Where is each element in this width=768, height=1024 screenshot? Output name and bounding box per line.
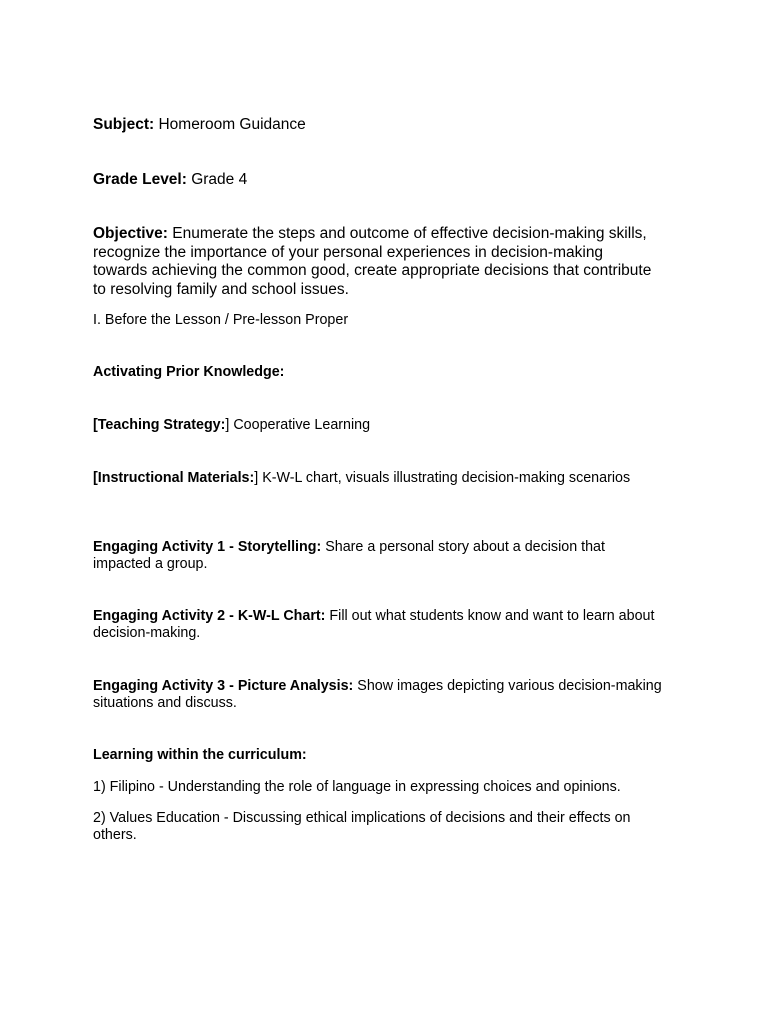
objective-text: Enumerate the steps and outcome of effective decision-making skills, recognize the importance of your personal experiences in decision-making towards achieving the common good, create appropriate decisions that contribute to resolving family and school issues. (93, 225, 652, 298)
subject-line (93, 116, 673, 135)
subject-value: Homeroom Guidance (154, 116, 306, 133)
engaging-activity-1-label: Engaging Activity 1 - Storytelling: (93, 539, 322, 555)
engaging-activity-3 (93, 678, 668, 713)
objective-label: Objective: (93, 225, 168, 242)
teaching-strategy-value: ] Cooperative Learning (225, 417, 371, 433)
engaging-activity-2-label: Engaging Activity 2 - K-W-L Chart: (93, 608, 326, 624)
curriculum-heading (93, 747, 673, 764)
grade-level-label: Grade Level: (93, 171, 187, 188)
curriculum-heading-label: Learning within the curriculum: (93, 747, 307, 763)
instructional-materials-label: [Instructional Materials: (93, 470, 255, 486)
curriculum-item-2: 2) Values Education - Discussing ethical implications of decisions and their effects on others. (93, 810, 631, 844)
engaging-activity-2 (93, 608, 673, 643)
teaching-strategy-line (93, 417, 673, 434)
engaging-activity-2-text: Fill out what students know and want to learn about decision-making. (93, 608, 655, 642)
curriculum-item-1: 1) Filipino - Understanding the role of language in expressing choices and opinions. (93, 779, 621, 795)
objective-paragraph (93, 225, 658, 299)
activating-prior-knowledge-label: Activating Prior Knowledge: (93, 364, 285, 380)
subject-label: Subject: (93, 116, 155, 133)
engaging-activity-3-label: Engaging Activity 3 - Picture Analysis: (93, 678, 354, 694)
instructional-materials-value: ] K-W-L chart, visuals illustrating decision-making scenarios (254, 470, 631, 486)
grade-level-line (93, 171, 673, 190)
engaging-activity-1-text: Share a personal story about a decision that impacted a group. (93, 539, 605, 573)
section-heading: I. Before the Lesson / Pre-lesson Proper (93, 312, 349, 328)
grade-level-value: Grade 4 (186, 171, 248, 188)
instructional-materials-paragraph (93, 470, 633, 487)
engaging-activity-1 (93, 539, 663, 574)
engaging-activity-3-text: Show images depicting various decision-making situations and discuss. (93, 678, 662, 712)
teaching-strategy-label: [Teaching Strategy: (93, 417, 226, 433)
activating-prior-knowledge-heading (93, 364, 673, 381)
